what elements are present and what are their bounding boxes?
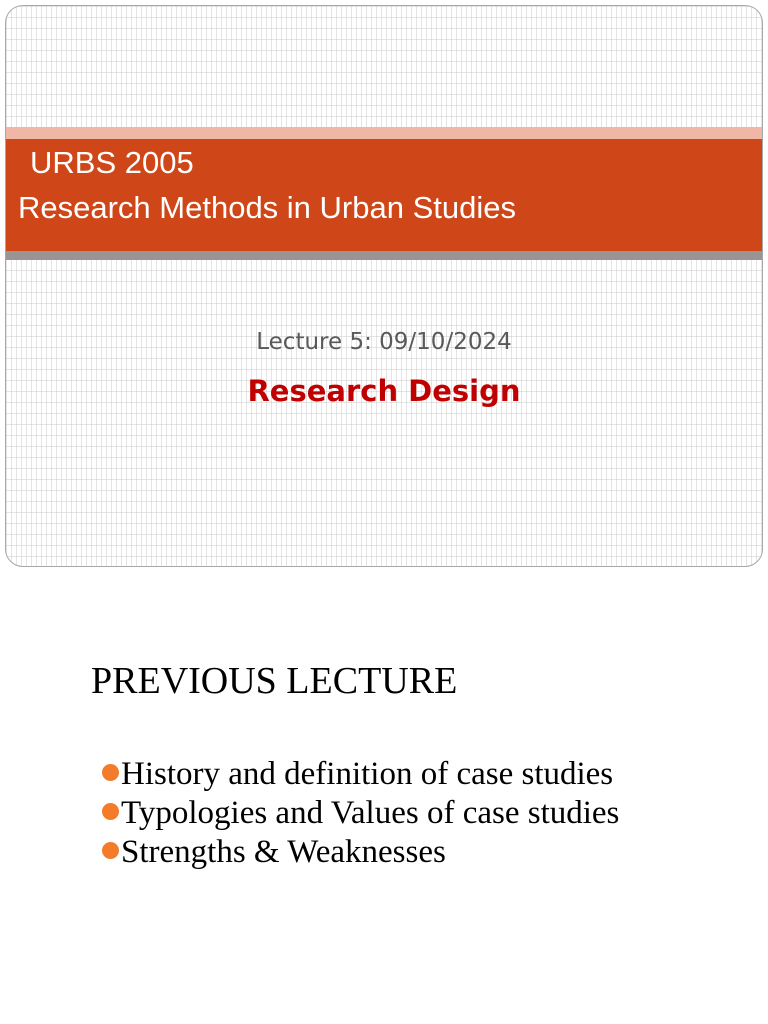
course-title: Research Methods in Urban Studies <box>18 190 516 225</box>
header-band-divider <box>6 251 762 260</box>
list-item <box>102 794 622 833</box>
list-item <box>102 755 622 794</box>
lecture-topic: Research Design <box>247 374 521 408</box>
bullet-list <box>102 755 622 872</box>
course-code: URBS 2005 <box>30 145 194 180</box>
title-slide <box>5 5 763 567</box>
lecture-info: Lecture 5: 09/10/2024 <box>256 329 512 355</box>
list-item <box>102 833 622 872</box>
header-band-light <box>6 127 762 139</box>
orange-dot-icon <box>102 764 119 781</box>
orange-dot-icon <box>102 842 119 859</box>
list-item-text: Typologies and Values of case studies <box>121 795 620 831</box>
slide-heading: PREVIOUS LECTURE <box>91 660 458 702</box>
list-item-text: Strengths & Weaknesses <box>121 834 446 870</box>
list-item-text: History and definition of case studies <box>121 756 614 792</box>
orange-dot-icon <box>102 803 119 820</box>
